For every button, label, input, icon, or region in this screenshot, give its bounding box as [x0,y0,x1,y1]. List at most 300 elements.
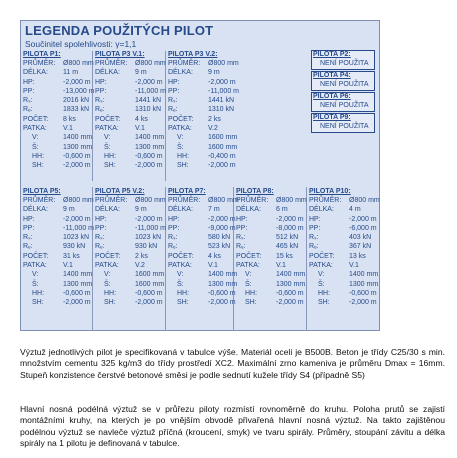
row-value: 1400 mm [63,134,93,142]
pile-row-hh [309,289,377,298]
pile-row-rd [236,242,299,251]
pile-row-sh [168,161,236,170]
pile-row-delka [168,68,218,77]
pile-row-rd [95,105,162,114]
row-value: 15 ks [276,252,293,260]
row-value: 9 m [63,206,75,214]
unused-pile-box [311,92,375,112]
row-value: Ø800 mm [63,60,94,67]
row-label: PRŮMĚR: [236,197,269,204]
row-label: Rₛ: [309,234,319,242]
pile-row-v [23,133,93,142]
row-value: 1400 mm [276,271,306,279]
pile-row-pp [168,87,239,96]
row-value: 1023 kN [63,234,90,242]
paragraph-reinforcement: Hlavní nosná podélná výztuž se v průřezu piloty rozmístí rovnoměrně do kruhu. Poloha prutů se zajistí montážními kruhy, na kterých je po vnějším obvodě přivařená hlavní nosná výztuž. Na takto zajištěnou podélnou výztuž se navleče výztuž příčná (kroucení, smyk) ve tvaru spirály. Průměry, stoupání závitu a délka spirály na 1 pilotu je definovaná v tabulce. [20,404,445,449]
row-label: PRŮMĚR: [168,197,201,204]
row-value: 8 ks [63,115,76,123]
row-label: DÉLKA: [95,206,120,214]
row-value: 1600 mm [135,280,165,288]
pile-row-v [95,270,165,279]
legend-title: LEGENDA POUŽITÝCH PILOT [25,23,214,38]
row-label: PP: [168,224,180,232]
row-value: -2,000 m [208,299,236,307]
unused-pile-status: NENÍ POUŽITA [320,59,369,67]
row-label: Rₛ: [168,97,178,105]
pile-name: PILOTA P1: [23,51,61,58]
pile-row-rs [23,96,90,105]
pile-row-delka [95,68,145,77]
row-label: HP: [95,215,107,223]
row-value: -0,600 m [276,289,304,297]
pile-row-rs [23,233,90,242]
row-label: Rₑ: [23,243,33,251]
row-label: PATKA: [23,125,47,133]
unused-pile-box [311,50,375,70]
row-value: -0,600 m [63,152,91,160]
row-label: Rₑ: [95,106,105,114]
pile-row-rd [23,242,86,251]
row-label: SH: [177,299,189,307]
pile-row-hp [168,78,236,87]
row-value: -0,600 m [135,152,163,160]
row-value: Ø800 mm [349,197,380,204]
row-value: 9 m [135,69,147,77]
row-label: Rₛ: [23,97,33,105]
pile-row-hh [95,289,163,298]
row-value: 403 kN [349,234,372,242]
row-label: SH: [32,299,44,307]
row-value: 1600 mm [208,143,238,151]
pile-block-p7 [168,187,239,308]
row-label: V: [104,134,111,142]
row-value: V.1 [349,262,359,270]
row-label: SH: [32,162,44,170]
pile-row-pp [23,224,94,233]
row-label: V: [245,271,252,279]
row-label: PP: [309,224,321,232]
row-label: PP: [236,224,248,232]
row-value: -2,000 m [276,299,304,307]
row-value: V.1 [63,262,73,270]
pile-row-patka [236,261,286,270]
row-label: HP: [309,215,321,223]
pile-row-pocet [168,252,221,261]
pile-row-hp [95,215,163,224]
pile-row-patka [168,124,218,133]
pile-name: PILOTA P7: [168,188,206,195]
row-label: SH: [104,162,116,170]
row-label: PRŮMĚR: [309,197,342,204]
row-label: PATKA: [95,262,119,270]
pile-row-prumer [309,196,380,205]
row-value: 1310 kN [135,106,162,114]
pile-row-patka [95,261,145,270]
row-label: PRŮMĚR: [95,60,128,67]
row-label: HP: [168,78,180,86]
pile-row-v [309,270,379,279]
row-label: PRŮMĚR: [168,60,201,67]
pile-row-pp [309,224,377,233]
pile-row-sh [236,298,304,307]
row-value: 1300 mm [208,280,238,288]
pile-row-prumer [23,196,94,205]
unused-pile-box [311,113,375,133]
pile-row-rd [168,242,231,251]
pile-row-hh [95,152,163,161]
row-label: PP: [23,87,35,95]
row-value: 523 kN [208,243,231,251]
row-value: 580 kN [208,234,231,242]
row-value: Ø800 mm [276,197,307,204]
pile-row-delka [168,205,220,214]
row-label: Š: [32,280,39,288]
pile-row-delka [95,205,145,214]
row-value: -0,400 m [208,152,236,160]
column-divider [92,51,93,181]
pile-row-pocet [236,252,293,261]
row-value: 1400 mm [135,134,165,142]
unused-pile-status: NENÍ POUŽITA [320,80,369,88]
row-label: PRŮMĚR: [23,60,56,67]
row-value: 7 m [208,206,220,214]
row-label: SH: [318,299,330,307]
row-value: 1300 mm [276,280,306,288]
row-value: -2,000 m [135,299,163,307]
pile-block-p10 [309,187,380,308]
pile-row-delka [23,205,75,214]
row-label: POČET: [95,115,121,123]
pile-block-p5 [23,187,94,308]
row-value: V.1 [135,125,145,133]
row-label: HP: [95,78,107,86]
pile-row-sh [168,298,236,307]
row-label: HH: [245,289,258,297]
pile-block-p8 [236,187,307,308]
pile-row-pocet [95,252,148,261]
column-divider [233,187,234,331]
row-label: PP: [95,87,107,95]
row-label: Rₑ: [236,243,246,251]
row-label: DÉLKA: [168,69,193,77]
pile-row-s [168,280,238,289]
legend-subtitle: Součinitel spolehlivosti: γ=1,1 [25,39,137,49]
pile-row-s [236,280,306,289]
pile-row-prumer [95,59,166,68]
row-value: 1600 mm [208,134,238,142]
row-label: HH: [177,289,190,297]
pile-row-sh [23,298,91,307]
row-value: Ø800 mm [135,60,166,67]
row-value: 1300 mm [135,143,165,151]
pile-row-patka [23,261,73,270]
pile-row-pocet [309,252,366,261]
row-value: 1441 kN [208,97,235,105]
row-value: 367 kN [349,243,372,251]
pile-row-sh [95,298,163,307]
pile-block-p3-v2 [168,50,239,171]
row-label: Rₛ: [23,234,33,242]
unused-pile-name: PILOTA P6: [313,93,351,100]
row-value: 13 ks [349,252,366,260]
row-label: Rₑ: [168,106,178,114]
pile-row-pocet [23,115,76,124]
pile-name: PILOTA P8: [236,188,274,195]
pile-row-rd [168,105,235,114]
row-label: DÉLKA: [168,206,193,214]
row-label: Š: [245,280,252,288]
unused-pile-name: PILOTA P4: [313,72,351,79]
row-value: 4 ks [208,252,221,260]
row-value: -2,000 m [349,215,377,223]
unused-pile-status: NENÍ POUŽITA [320,101,369,109]
row-value: Ø800 mm [208,197,239,204]
row-label: HP: [236,215,248,223]
row-value: 1023 kN [135,234,162,242]
row-value: 2 ks [208,115,221,123]
row-label: DÉLKA: [23,206,48,214]
pile-row-hp [23,78,91,87]
row-label: PRŮMĚR: [95,197,128,204]
row-value: -2,000 m [208,215,236,223]
pile-name: PILOTA P5: [23,188,61,195]
pile-name: PILOTA P3 V.1: [95,51,145,58]
row-value: -13,000 m [63,87,95,95]
pile-row-pp [236,224,304,233]
row-label: HH: [104,152,117,160]
row-value: 1400 mm [208,271,238,279]
row-value: 1310 kN [208,106,235,114]
row-value: 1300 mm [63,143,93,151]
row-value: -2,000 m [63,299,91,307]
row-label: HP: [23,78,35,86]
row-value: -0,600 m [63,289,91,297]
pile-row-v [168,133,238,142]
pile-block-p1 [23,50,95,171]
unused-pile-name: PILOTA P2: [313,51,351,58]
pile-row-prumer [95,196,166,205]
pile-row-pocet [23,252,80,261]
row-value: 1400 mm [349,271,379,279]
row-value: Ø800 mm [135,197,166,204]
row-value: 930 kN [63,243,86,251]
row-label: PP: [95,224,107,232]
row-label: PATKA: [236,262,260,270]
row-value: 1300 mm [63,280,93,288]
row-value: 9 m [208,69,220,77]
row-label: V: [177,271,184,279]
row-label: Rₛ: [95,234,105,242]
row-label: Rₛ: [95,97,105,105]
paragraph-materials: Výztuž jednotlivých pilot je specifikovaná v tabulce výše. Materiál oceli je B500B. Beton je třídy C25/30 s min. množstvím cementu 325 kg/m3 do třídy prostředí XC2. Maximální zrno kameniva je průměru Dmax = 16mm. Stupeň konzistence čerstvé betonové směsi je podle sednutí kužele třídy S4 (případně S5) [20,347,445,380]
column-divider [306,187,307,331]
row-value: 31 ks [63,252,80,260]
unused-pile-status: NENÍ POUŽITA [320,122,369,130]
row-value: -2,000 m [63,162,91,170]
pile-row-delka [236,205,288,214]
row-value: -2,000 m [208,162,236,170]
row-label: V: [177,134,184,142]
row-label: HP: [168,215,180,223]
row-value: -2,000 m [208,78,236,86]
row-label: SH: [104,299,116,307]
pile-row-rs [309,233,372,242]
row-label: SH: [177,162,189,170]
row-value: -0,600 m [349,289,377,297]
row-label: PATKA: [168,125,192,133]
pile-row-rd [23,105,90,114]
row-value: -0,600 m [135,289,163,297]
row-label: PRŮMĚR: [23,197,56,204]
row-value: 4 m [349,206,361,214]
pile-row-delka [309,205,361,214]
row-value: -2,000 m [63,78,91,86]
pile-row-prumer [168,196,239,205]
row-value: 11 m [63,69,79,77]
row-label: DÉLKA: [309,206,334,214]
pile-row-s [168,143,238,152]
pile-row-sh [95,161,163,170]
row-label: Š: [177,280,184,288]
pile-row-rs [95,96,162,105]
pile-row-hh [168,152,236,161]
row-value: -2,000 m [276,215,304,223]
row-value: Ø800 mm [63,197,94,204]
row-value: V.2 [135,262,145,270]
pile-row-hp [309,215,377,224]
pile-row-v [23,270,93,279]
pile-name: PILOTA P10: [309,188,351,195]
pile-legend [20,20,380,331]
pile-name: PILOTA P5 V.2: [95,188,145,195]
pile-row-pp [168,224,236,233]
row-label: PP: [168,87,180,95]
row-value: 9 m [135,206,147,214]
row-label: HP: [23,215,35,223]
row-value: 2016 kN [63,97,90,105]
pile-row-delka [23,68,79,77]
row-label: POČET: [236,252,262,260]
row-label: Rₛ: [168,234,178,242]
row-value: 1300 mm [349,280,379,288]
unused-pile-box [311,71,375,91]
pile-row-hh [23,289,91,298]
pile-row-s [95,280,165,289]
row-label: HH: [104,289,117,297]
pile-row-rd [95,242,158,251]
column-divider [165,51,166,181]
row-label: PATKA: [309,262,333,270]
row-label: Rₑ: [309,243,319,251]
pile-row-patka [95,124,145,133]
pile-row-hp [236,215,304,224]
pile-row-rd [309,242,372,251]
pile-row-v [236,270,306,279]
row-value: -11,000 m [63,224,94,232]
row-label: Š: [32,143,39,151]
pile-row-sh [23,161,91,170]
row-value: -11,000 m [135,87,166,95]
pile-row-hh [168,289,236,298]
row-label: DÉLKA: [23,69,48,77]
row-label: PP: [23,224,35,232]
row-label: DÉLKA: [95,69,120,77]
column-divider [92,187,93,331]
row-value: -6,000 m [349,224,377,232]
row-value: 1600 mm [135,271,165,279]
row-label: HH: [32,289,45,297]
row-value: -8,000 m [276,224,304,232]
row-value: -2,000 m [349,299,377,307]
pile-row-pp [95,224,166,233]
row-value: -0,600 m [208,289,236,297]
row-value: V.1 [208,262,218,270]
row-label: Rₑ: [95,243,105,251]
pile-row-hh [236,289,304,298]
pile-row-sh [309,298,377,307]
row-label: POČET: [309,252,335,260]
unused-pile-name: PILOTA P9: [313,114,351,121]
row-label: HH: [318,289,331,297]
row-label: POČET: [95,252,121,260]
row-value: -11,000 m [135,224,166,232]
row-label: HH: [177,152,190,160]
row-value: 2 ks [135,252,148,260]
row-value: -2,000 m [135,162,163,170]
pile-row-hp [95,78,163,87]
row-label: PATKA: [168,262,192,270]
row-value: -9,000 m [208,224,236,232]
pile-row-pp [23,87,95,96]
pile-row-s [309,280,379,289]
pile-row-hh [23,152,91,161]
pile-row-prumer [23,59,94,68]
row-label: Š: [177,143,184,151]
pile-row-s [23,143,93,152]
row-label: HH: [32,152,45,160]
pile-row-pocet [95,115,148,124]
pile-row-pocet [168,115,221,124]
pile-row-rs [168,233,231,242]
pile-row-patka [309,261,359,270]
row-value: V.1 [63,125,73,133]
row-value: V.2 [208,125,218,133]
pile-row-patka [168,261,218,270]
pile-block-p5-v2 [95,187,166,308]
row-label: POČET: [168,252,194,260]
pile-row-s [23,280,93,289]
pile-row-rs [95,233,162,242]
row-label: Rₑ: [168,243,178,251]
row-value: -2,000 m [63,215,91,223]
row-label: V: [32,134,39,142]
pile-block-p3-v1 [95,50,166,171]
row-value: -2,000 m [135,215,163,223]
row-value: 1833 kN [63,106,90,114]
row-label: V: [104,271,111,279]
row-label: Š: [104,143,111,151]
pile-row-rs [236,233,299,242]
row-value: 4 ks [135,115,148,123]
row-label: V: [318,271,325,279]
row-value: 465 kN [276,243,299,251]
row-value: Ø800 mm [208,60,239,67]
row-value: -2,000 m [135,78,163,86]
pile-row-v [95,133,165,142]
row-value: V.1 [276,262,286,270]
row-value: 1441 kN [135,97,162,105]
row-value: 1400 mm [63,271,93,279]
